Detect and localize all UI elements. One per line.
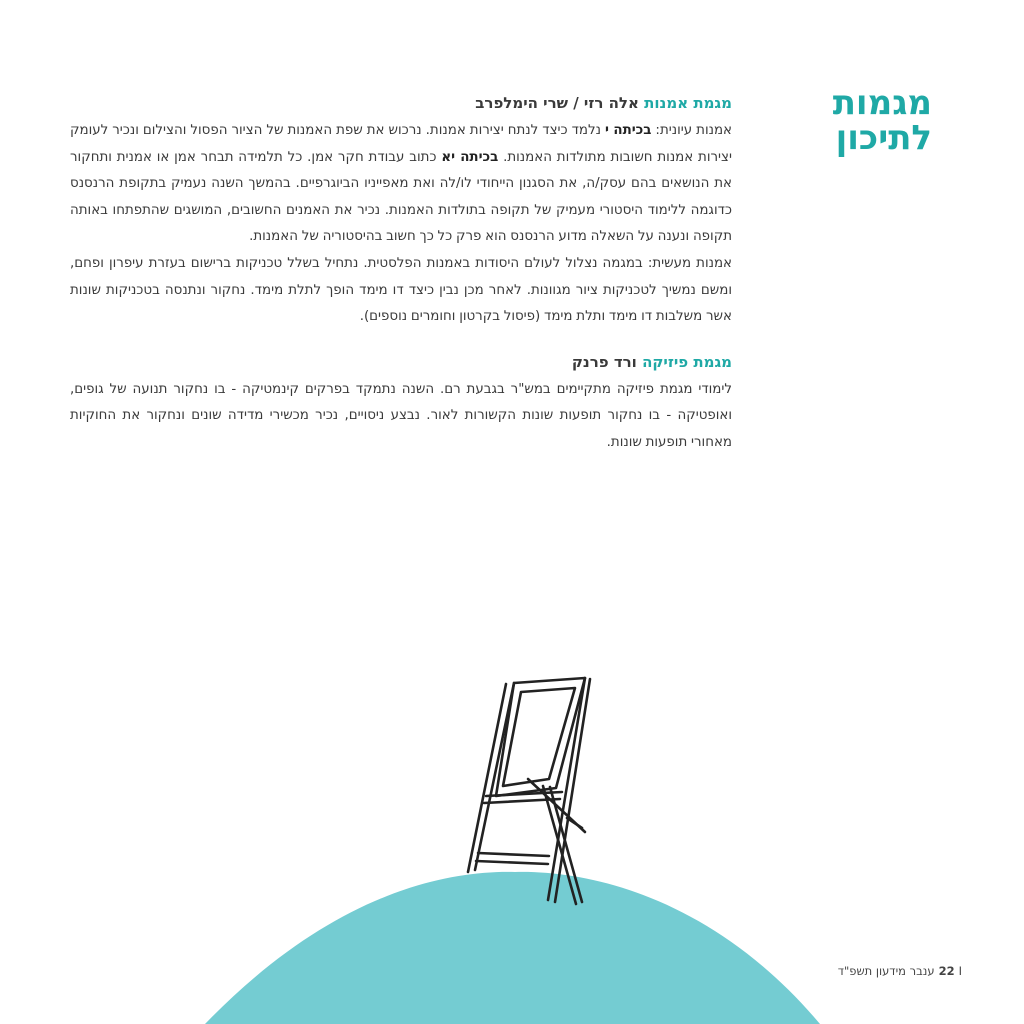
paragraph-text: לימודי מגמת פיזיקה מתקיימים במש"ר בגבעת רם. השנה נתמקד בפרקים קינמטיקה - בו נחקור תנועה של גופים, ואופטיקה - בו נחקור תופעות שונות הקשורות לאור. נבצע ניסויים, נכיר מכשירי מדידה שונים ונחקור את החוקיות מאחורי תופעות שונות. [70, 381, 732, 450]
footer-text: ענבר מידעון תשפ"ד [837, 964, 935, 978]
page-footer [838, 964, 962, 978]
paragraph-text: נלמד כיצד לנתח יצירות אמנות. נרכוש את שפת האמנות של הציור הפסול והצילום ונכיר לעומק יצירות אמנות חשובות מתולדות האמנות. [70, 123, 732, 165]
teal-hill [205, 872, 820, 1024]
emphasis-text: בכיתה יא [441, 149, 499, 165]
emphasis-text: בכיתה י [605, 123, 652, 138]
section-teachers: ורד פרנק [571, 352, 643, 371]
footer-separator: I [958, 964, 962, 978]
easel-icon [468, 678, 590, 904]
page-title-line-2: לתיכון [835, 118, 932, 158]
page-title-line-1: מגמות [832, 83, 932, 123]
section-accent: מגמת אמנות [644, 94, 732, 112]
paragraph-text: אמנות מעשית: במגמה נצלול לעולם היסודות באמנות הפלסטית. נתחיל בשלל טכניקות ברישום בעזרת עיפרון ופחם, ומשם נמשיך לטכניקות ציור מגוונות. לאחר מכן נבין כיצד דו מימד הופך לתלת מימד. נחקור ונתנסה בטכניקות שונות אשר משלבות דו מימד ותלת מימד (פיסול בקרטון וחומרים נוספים). [70, 255, 732, 325]
section-accent: מגמת פיזיקה [642, 352, 732, 371]
paragraph-text: אמנות עיונית: [651, 123, 732, 138]
page-number: 22 [938, 964, 955, 978]
paragraph-text: כתוב עבודת חקר אמן. כל תלמידה תבחר אמן או אמנית ותחקור את הנושאים בהם עסק/ה, את הסגנון הייחודי לו/לה ואת מאפייניו הביוגרפיים. בהמשך השנה נעמיק בתקופת הרנסנס כדוגמה ללימוד היסטורי מעמיק של תקופה בתולדות האמנות. נכיר את האמנים החשובים, המושגים שהתפתחו באותה תקופה ונענה על השאלה מדוע הרנסנס הוא פרק כל כך חשוב בהיסטוריה של האמנות. [70, 149, 732, 245]
section-teachers: אלה רזי / שרי הימלפרב [475, 94, 645, 112]
